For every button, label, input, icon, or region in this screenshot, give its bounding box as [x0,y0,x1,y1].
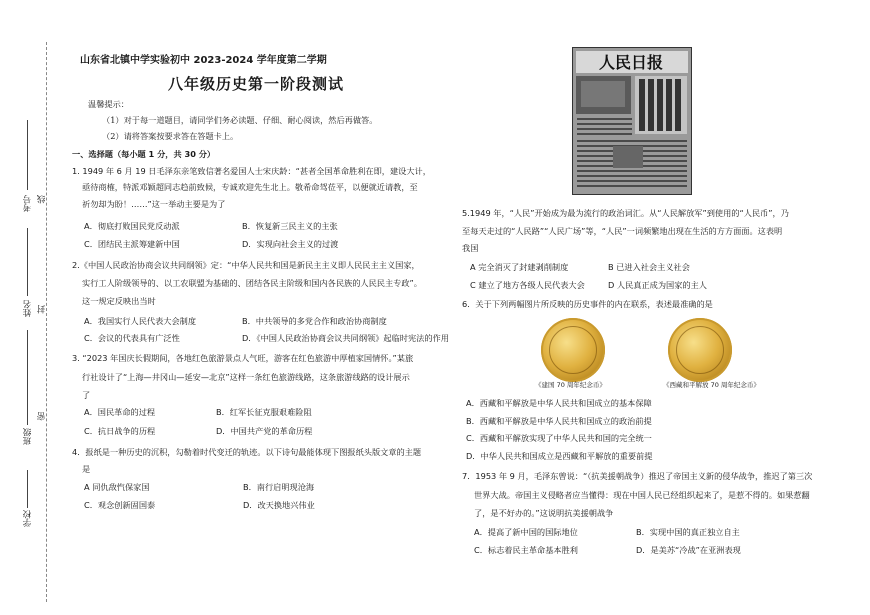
q3-option-d: D．中国共产党的革命历程 [216,426,313,436]
newspaper-masthead: 人民日报 [598,53,664,72]
q1-option-a: A．彻底打败国民党反动派 [84,221,180,231]
newspaper-image [572,47,692,195]
q3-stem-2: 行社设计了“上海—井冈山—延安—北京”这样一条红色旅游线路，这条旅游线路的设计展示 [82,372,410,382]
coin-caption-1: 《建国 70 周年纪念币》 [535,381,606,389]
q5-option-c: C 建立了地方各级人民代表大会 [470,280,585,290]
side-label-class: 班级 [23,428,33,445]
q4-option-c: C．观念创新固国泰 [84,500,156,510]
q5-stem-1: 5.1949 年，“人民”开始成为最为流行的政治词汇。从“人民解放军”到使用的“人民币”，乃 [462,208,789,218]
coin-caption-2: 《西藏和平解放 70 周年纪念币》 [663,381,760,389]
class-blank [27,330,28,425]
q5-stem-2: 至每天走过的“人民路”“人民广场”等，“人民”一词频繁地出现在生活的方方面面。这表明 [462,226,783,236]
q1-stem-3: 祈勿却为盼！……”这一举动主要是为了 [82,199,226,209]
q1-option-c: C．团结民主派筹建新中国 [84,239,180,249]
q5-option-d: D 人民真正成为国家的主人 [608,280,707,290]
binding-line [46,42,47,602]
q6-option-c: C．西藏和平解放实现了中华人民共和国的完全统一 [466,433,652,443]
seal-mark-line: 线 [37,195,47,204]
q4-option-d: D．改天换地兴伟业 [243,500,315,510]
q3-stem-1: 3. “2023 年国庆长假期间，各地红色旅游景点人气旺，游客在红色旅游中厚植家国情怀。”某旅 [72,353,414,363]
section-title: 一、选择题（每小题 1 分，共 30 分） [72,149,216,159]
q3-option-a: A．国民革命的过程 [84,407,156,417]
exam-title: 八年级历史第一阶段测试 [168,75,345,93]
q4-option-a: A 同仇敌忾保家国 [84,482,150,492]
q3-stem-3: 了 [82,390,91,400]
q1-option-d: D．实现向社会主义的过渡 [242,239,339,249]
q6-option-d: D．中华人民共和国成立是西藏和平解放的重要前提 [466,451,653,461]
seal-mark-secret: 密 [37,412,47,421]
coin-tibet-liberation [668,318,732,382]
side-label-exam-no: 考号 [23,195,33,212]
q2-option-b: B．中共领导的多党合作和政治协商制度 [242,316,387,326]
q1-stem-2: 亟待商榷，特派邓颖超同志趋前致候，专诚欢迎先生北上。敬希命驾莅平，以便就近请教，至 [82,182,418,192]
coin-70th-founding [541,318,605,382]
q6-option-a: A．西藏和平解放是中华人民共和国成立的基本保障 [466,398,652,408]
q4-stem-2: 是 [82,464,91,474]
school-blank [27,470,28,508]
seal-mark-seal: 封 [37,305,47,314]
side-label-name: 姓名 [23,300,33,317]
q7-stem-3: 了，是不好办的。”这说明抗美援朝战争 [474,508,614,518]
q6-stem: 6．关于下列两幅图片所反映的历史事件的内在联系，表述最准确的是 [462,299,713,309]
school-term-header: 山东省北镇中学实验初中 2023-2024 学年度第二学期 [80,55,327,66]
q4-option-b: B．南行启明现沧海 [243,482,315,492]
q6-option-b: B．西藏和平解放是中华人民共和国成立的政治前提 [466,416,652,426]
q5-stem-3: 我国 [462,243,479,253]
tips-title: 温馨提示： [88,99,129,109]
q2-option-a: A．我国实行人民代表大会制度 [84,316,197,326]
q5-option-b: B 已进入社会主义社会 [608,262,690,272]
q2-stem-1: 2.《中国人民政治协商会议共同纲领》定：“中华人民共和国是新民主主义即人民民主主义国家， [72,260,420,270]
q3-option-b: B．红军长征克服艰难险阻 [216,407,312,417]
q4-stem-1: 4．报纸是一种历史的沉积，勾勒着时代变迁的轨迹。以下诗句最能体现下图报纸头版文章的主题 [72,447,422,457]
exam-no-blank [27,120,28,190]
q3-option-c: C．抗日战争的历程 [84,426,156,436]
q2-option-c: C．会议的代表具有广泛性 [84,333,180,343]
q1-stem-1: 1. 1949 年 6 月 19 日毛泽东亲笔致信著名爱国人士宋庆龄：“甚者全国革命胜利在即，建设大计， [72,166,431,176]
q5-option-a: A 完全消灭了封建剥削制度 [470,262,569,272]
q1-option-b: B．恢复新三民主义的主张 [242,221,338,231]
tips-line-1: （1）对于每一道题目，请同学们务必读题、仔细、耐心阅读，然后再做答。 [102,115,378,125]
name-blank [27,228,28,296]
q7-stem-2: 世界大战。帝国主义侵略者应当懂得：现在中国人民已经组织起来了，是惹不得的。如果惹翻 [474,490,810,500]
newspaper-graphic [573,48,691,194]
q7-option-c: C．标志着民主革命基本胜利 [474,545,578,555]
q7-option-d: D．是美苏“冷战”在亚洲表现 [636,545,741,555]
tips-line-2: （2）请将答案按要求答在答题卡上。 [102,131,239,141]
q7-stem-1: 7．1953 年 9 月，毛泽东曾说：“（抗美援朝战争）推迟了帝国主义新的侵华战争，推迟了第三次 [462,471,813,481]
q7-option-a: A．提高了新中国的国际地位 [474,527,578,537]
q2-option-d: D．《中国人民政治协商会议共同纲领》起临时宪法的作用 [242,333,449,343]
side-label-school: 学校 [23,510,33,527]
q2-stem-3: 这一规定反映出当时 [82,296,156,306]
q7-option-b: B．实现中国的真正独立自主 [636,527,740,537]
q2-stem-2: 实行工人阶级领导的、以工农联盟为基础的、团结各民主阶级和国内各民族的人民民主专政”。 [82,278,422,288]
